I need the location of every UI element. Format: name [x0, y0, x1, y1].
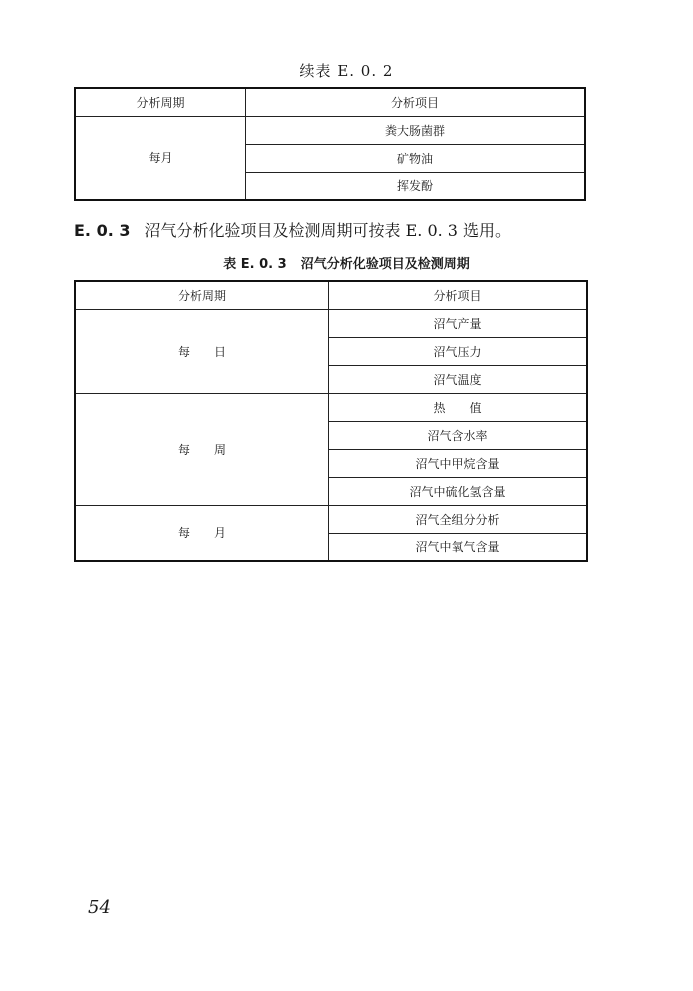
table2-header-items: 分析项目 — [329, 281, 588, 309]
table-row — [75, 116, 585, 144]
table1-item-cell: 挥发酚 — [246, 172, 586, 200]
section-number: E. 0. 3 — [74, 221, 131, 240]
table2-period-daily: 每 日 — [75, 309, 329, 393]
section-heading — [74, 218, 511, 241]
table2-item-cell: 沼气产量 — [329, 309, 588, 337]
table2-item-cell: 沼气中氧气含量 — [329, 533, 588, 561]
table1-header-row — [75, 88, 585, 116]
table-row — [75, 505, 587, 533]
table2 — [74, 280, 588, 562]
table1-period-cell: 每月 — [75, 116, 246, 200]
table2-period-monthly: 每 月 — [75, 505, 329, 561]
table1-item-cell: 粪大肠菌群 — [246, 116, 586, 144]
table2-item-cell: 沼气中甲烷含量 — [329, 449, 588, 477]
table2-header-period: 分析周期 — [75, 281, 329, 309]
table2-caption — [0, 253, 693, 272]
table-row — [75, 309, 587, 337]
table2-caption-number: 表 E. 0. 3 — [223, 257, 287, 272]
table1-header-period: 分析周期 — [75, 88, 246, 116]
table1-caption: 续表 E. 0. 2 — [299, 62, 394, 80]
table2-item-cell: 热 值 — [329, 393, 588, 421]
table-row — [75, 393, 587, 421]
table1-header-items: 分析项目 — [246, 88, 586, 116]
page-number: 54 — [88, 897, 111, 918]
table2-header-row — [75, 281, 587, 309]
table2-caption-title: 沼气分析化验项目及检测周期 — [300, 257, 470, 272]
table2-period-weekly: 每 周 — [75, 393, 329, 505]
section-text: 沼气分析化验项目及检测周期可按表 E. 0. 3 选用。 — [144, 221, 512, 240]
table2-item-cell: 沼气中硫化氢含量 — [329, 477, 588, 505]
table2-item-cell: 沼气温度 — [329, 365, 588, 393]
table1 — [74, 87, 586, 201]
table2-item-cell: 沼气压力 — [329, 337, 588, 365]
table2-item-cell: 沼气含水率 — [329, 421, 588, 449]
table2-item-cell: 沼气全组分分析 — [329, 505, 588, 533]
table1-item-cell: 矿物油 — [246, 144, 586, 172]
